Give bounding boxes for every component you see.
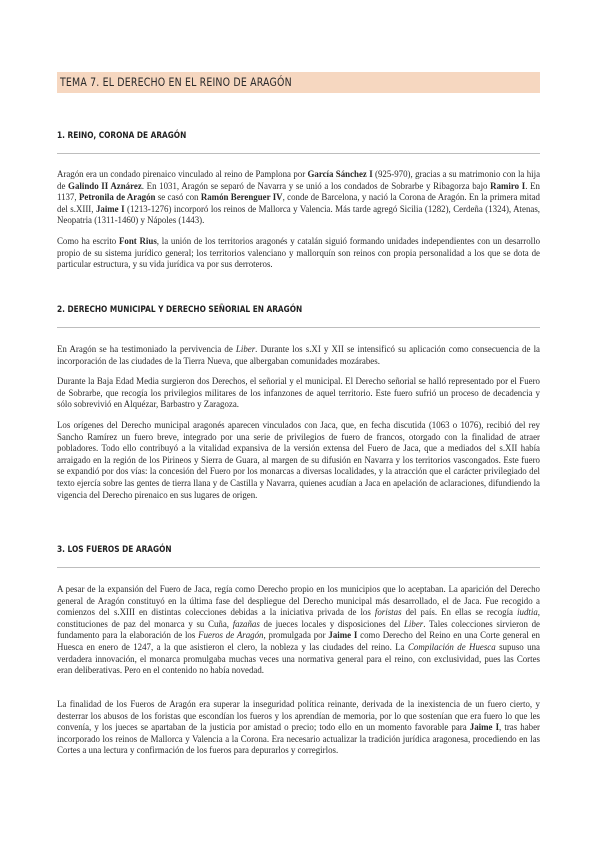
- text-run: , conde de Barcelona, y nació la Corona de Aragón. En la primera mitad del s.XIII,: [57, 192, 540, 214]
- italic-term: Liber: [235, 344, 256, 354]
- text-run: En Aragón se ha testimoniado la pervivencia de: [57, 344, 236, 354]
- section-heading: 2. DERECHO MUNICIPAL Y DERECHO SEÑORIAL EN ARAGÓN: [57, 305, 303, 315]
- bold-term: Petronila de Aragón: [78, 192, 156, 203]
- text-run: . En 1137,: [57, 180, 540, 203]
- bold-term: Jaime I: [328, 630, 358, 641]
- text-run: supuso una verdadera innovación, el monarca promulgaba muchas veces una normativa general para el reino, con exclusividad, pues las Cortes eran deliberativas. Pero en el contenido no había novedad.: [57, 641, 540, 676]
- italic-term: fazañas: [232, 618, 260, 629]
- text-run: como Derecho del Reino en una Corte general en Huesca en enero de 1247, a la que asistieron el clero, la nobleza y las ciudades del reino. La: [57, 630, 540, 652]
- bold-term: Galindo II Aznárez: [68, 180, 142, 191]
- text-run: . En 1031, Aragón se separó de Navarra y se unió a los condados de Sobrarbe y Ribagorza bajo: [141, 180, 491, 191]
- text-run: Durante la Baja Edad Media surgieron dos Derechos, el señorial y el municipal. El Derecho señorial se halló representado por el Fuero de Sobrarbe, que recogía los privilegios militares de los infanzones de aquel territorio. Este fuero sufrió un proceso de decadencia y sólo sobrevivió en Alquézar, Barbastro y Zaragoza.: [57, 376, 540, 410]
- text-run: Aragón era un condado pirenaico vinculado al reino de Pamplona por: [57, 169, 308, 179]
- text-run: . Tales colecciones sirvieron de fundamento para la elaboración de los: [57, 618, 540, 641]
- paragraph: [57, 169, 540, 227]
- bold-term: Jaime I: [95, 203, 125, 214]
- paragraph: [57, 376, 540, 411]
- text-run: , constituciones de paz del monarca y su Cuña,: [57, 607, 540, 629]
- italic-term: Compilación de Huesca: [407, 641, 496, 652]
- text-run: de jueces locales y disposiciones del: [259, 618, 404, 629]
- bold-term: Font Rius: [119, 236, 157, 246]
- section-divider: [57, 153, 540, 154]
- text-run: se casó con: [155, 192, 201, 203]
- italic-term: iudtia: [517, 607, 538, 618]
- text-run: , la unión de los territorios aragonés y catalán siguió formando unidades independientes con un desarrollo propio de su sistema jurídico general; los territorios valenciano y mallorquín son reinos con propia personalidad a los que se dota de particular estructura, y su vida jurídica va por sus derroteros.: [57, 236, 541, 270]
- section-heading: 1. REINO, CORONA DE ARAGÓN: [57, 131, 187, 141]
- text-run: Como ha escrito: [57, 236, 120, 246]
- paragraph: [57, 236, 540, 271]
- text-run: (925-970), gracias a su matrimonio con la hija de: [57, 169, 541, 191]
- italic-term: foristas: [374, 607, 402, 618]
- paragraph: [57, 344, 540, 367]
- section-divider: [57, 567, 540, 568]
- paragraph: [57, 584, 540, 677]
- italic-term: Liber: [404, 618, 424, 629]
- chapter-title: TEMA 7. EL DERECHO EN EL REINO DE ARAGÓN: [60, 75, 292, 89]
- bold-term: Ramiro I: [490, 180, 526, 191]
- text-run: La finalidad de los Fueros de Aragón era superar la inseguridad política reinante, derivada de la inexistencia de un fuero cierto, y desterrar los abusos de los foristas que escondían los fueros y los aprendían de memoria, por lo que sostenían que era fuero lo que les convenía, y los jueces se apartaban de la justicia por amistad o precio; todo ello en un momento favorable para: [57, 699, 540, 733]
- text-run: Los orígenes del Derecho municipal aragonés aparecen vinculados con Jaca, que, en fecha discutida (1063 o 1076), recibió del rey Sancho Ramírez un fuero breve, integrado por una serie de privilegios de fuero de francos, otorgado con la finalidad de atraer pobladores. Todo ello contribuyó a la vitalidad expansiva de la versión extensa del Fuero de Jaca, que a mediados del s.XII había arraigado en la región de los Pirineos y Sierra de Guara, al margen de su difusión en Navarra y los territorios vascongados. Este fuero se expandió por dos vías: la concesión del Fuero por los monarcas a diversas localidades, y la atracción que el carácter privilegiado del texto ejercía sobre las gentes de tierra llana y de Castilla y Navarra, quienes acudían a Jaca en apelación de aclaraciones, difundiendo la vigencia del Derecho pirenaico en sus lugares de origen.: [57, 420, 540, 500]
- text-run: (1213-1276) incorporó los reinos de Mallorca y Valencia. Más tarde agregó Sicilia (1282), Cerdeña (1324), Atenas, Neopatria (1311-1460) y Nápoles (1443).: [57, 203, 540, 226]
- bold-term: Jaime I: [469, 722, 500, 733]
- text-run: , tras haber incorporado los reinos de Mallorca y Valencia a la Corona. Era necesario actualizar la tradición jurídica aragonesa, procediendo en las Cortes a una lectura y confirmación de los fueros para depurarlos y corregirlos.: [57, 722, 540, 756]
- paragraph: [57, 420, 540, 501]
- text-run: . Durante los s.XI y XII se intensificó su aplicación como consecuencia de la incorporación de las ciudades de la Tierra Nueva, que albergaban comunidades mozárabes.: [57, 344, 540, 366]
- chapter-title-banner: [57, 72, 540, 93]
- text-run: A pesar de la expansión del Fuero de Jaca, regía como Derecho propio en los municipios que lo aceptaban. La aparición del Derecho general de Aragón constituyó en la última fase del despliegue del Derecho municipal más desarrollado, el de Jaca. Fue recogido a comienzos del s.XIII en distintas colecciones debidas a la iniciativa privada de los: [57, 584, 540, 618]
- text-run: , promulgada por: [263, 630, 329, 641]
- section-heading: 3. LOS FUEROS DE ARAGÓN: [57, 545, 172, 555]
- bold-term: Ramón Berenguer IV: [200, 192, 283, 203]
- italic-term: Fueros de Aragón: [198, 630, 264, 641]
- paragraph: [57, 699, 540, 757]
- text-run: del país. En ellas se recogía: [401, 607, 518, 618]
- section-divider: [57, 327, 540, 328]
- bold-term: García Sánchez I: [307, 169, 373, 179]
